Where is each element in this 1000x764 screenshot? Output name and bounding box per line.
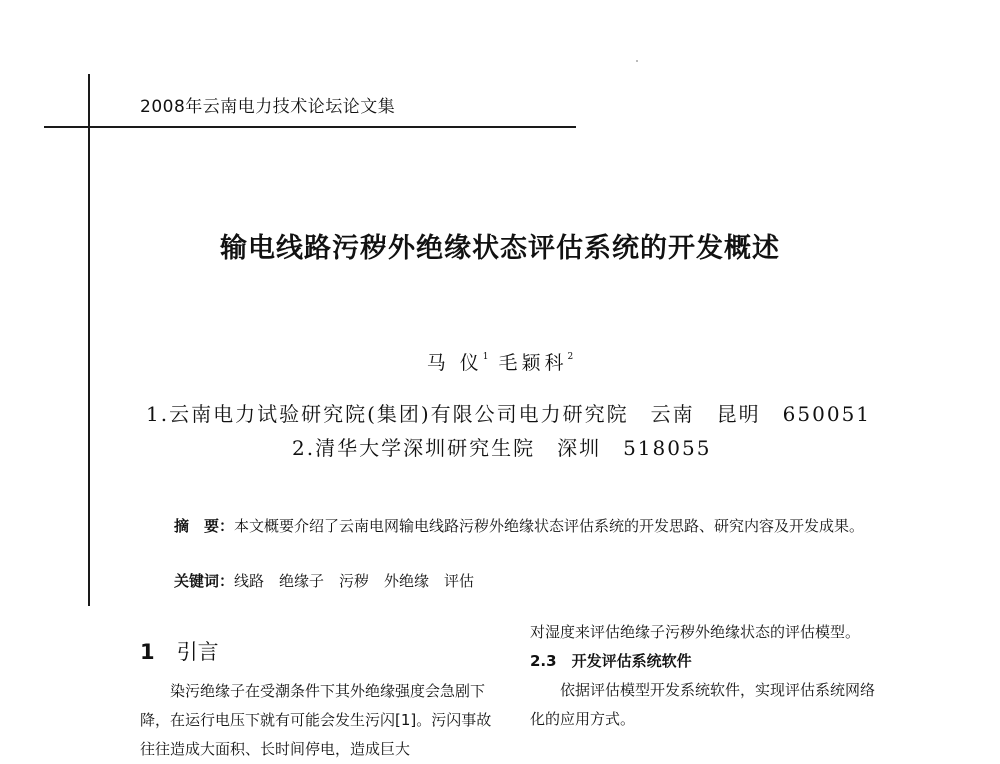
continuation-paragraph: 对湿度来评估绝缘子污秽外绝缘状态的评估模型。	[530, 623, 861, 641]
subsection-heading: 2.3 开发评估系统软件	[530, 652, 692, 670]
margin-rule-vertical	[88, 74, 90, 606]
left-column	[140, 677, 498, 764]
running-header: 2008年云南电力技术论坛论文集	[140, 97, 396, 117]
affiliation-1: 1.云南电力试验研究院(集团)有限公司电力研究院 云南 昆明 650051	[146, 402, 872, 426]
intro-paragraph: 染污绝缘子在受潮条件下其外绝缘强度会急剧下降，在运行电压下就有可能会发生污闪[1]。污闪事故往往造成大面积、长时间停电，造成巨大	[140, 682, 492, 758]
header-rule	[44, 126, 576, 128]
scan-speck	[636, 60, 638, 62]
author-name: 毛颖科	[498, 352, 568, 374]
keywords	[174, 570, 474, 591]
author-line	[0, 348, 1000, 375]
abstract-text: 本文概要介绍了云南电网输电线路污秽外绝缘状态评估系统的开发思路、研究内容及开发成果。	[234, 517, 865, 535]
abstract	[140, 513, 885, 540]
author-name: 马 仪	[426, 352, 483, 374]
affiliation-2: 2.清华大学深圳研究生院 深圳 518055	[292, 436, 712, 460]
paper-title: 输电线路污秽外绝缘状态评估系统的开发概述	[220, 233, 780, 264]
section-number: 1	[140, 640, 155, 664]
keywords-label: 关键词：	[174, 572, 235, 590]
right-column	[530, 618, 880, 734]
abstract-label: 摘 要：	[174, 517, 235, 535]
section-title: 引言	[176, 640, 219, 664]
section-1-heading	[140, 636, 219, 666]
subsection-paragraph: 依据评估模型开发系统软件，实现评估系统网络化的应用方式。	[530, 681, 876, 728]
author-affil-mark: 1	[482, 352, 489, 362]
author-affil-mark: 2	[567, 352, 574, 362]
keywords-terms: 线路 绝缘子 污秽 外绝缘 评估	[234, 572, 475, 590]
